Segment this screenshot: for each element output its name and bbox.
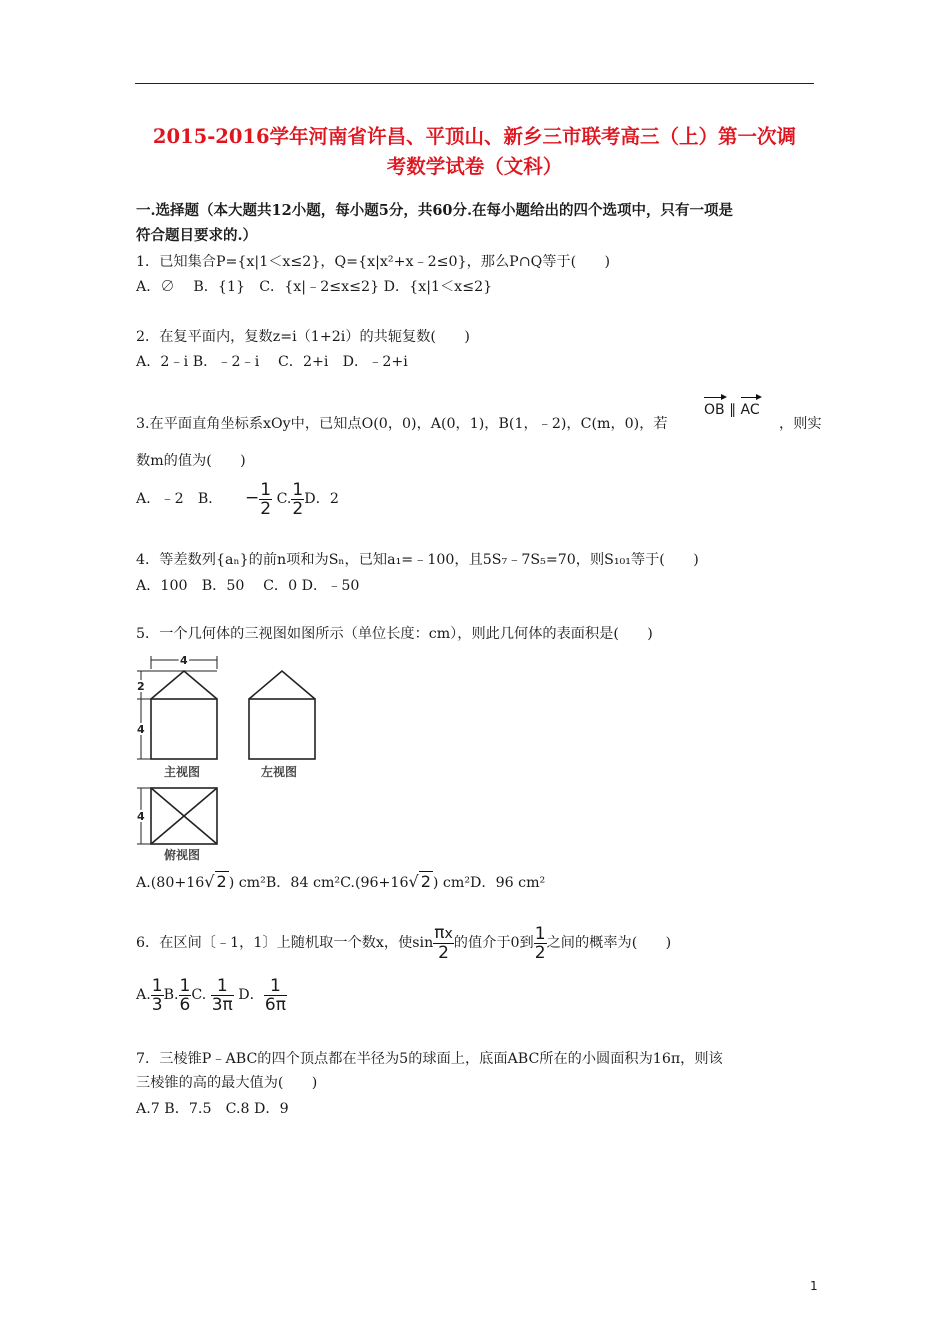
- q6-fraction-pi-half: $\frac{\pi x}{2}$: [434, 923, 453, 963]
- q2-options: A．2﹣i B．﹣2﹣i C．2+i D．﹣2+i: [136, 354, 408, 370]
- left-view-roof: [249, 671, 315, 699]
- q3-fraction-half: $\frac{1}{2}$: [292, 479, 304, 519]
- dim-label-body-height: 4: [137, 723, 145, 736]
- q3-option-c: C.: [276, 491, 292, 507]
- sqrt-2-a: √ 2: [204, 872, 227, 891]
- top-rule: [135, 83, 814, 84]
- q3-stem-c: 数m的值为( ): [136, 453, 246, 469]
- q4-stem: 4．等差数列{aₙ}的前n项和为Sₙ，已知a₁=﹣100，且5S₇﹣7S₅=70，则S₁₀₁等于( ): [136, 552, 699, 568]
- q3-stem-a: 3.在平面直角坐标系xOy中，已知点O(0，0)，A(0，1)，B(1，﹣2)，C(m，0)，若: [136, 416, 668, 432]
- left-view-rect: [249, 699, 315, 759]
- q6-opt-a-label: A.: [136, 987, 151, 1003]
- q5-option-a-part2: ) cm²B．84 cm²C.(96+16: [228, 875, 409, 891]
- page-number: 1: [810, 1279, 818, 1293]
- title-line-1: 2015-2016学年河南省许昌、平顶山、新乡三市联考高三（上）第一次调: [152, 125, 797, 148]
- parallel-symbol: ∥: [729, 402, 737, 418]
- dim-label-depth: 4: [137, 810, 145, 823]
- q3-fraction-neg-half: $\frac{1}{2}$: [260, 479, 272, 519]
- q6-opt-b-label: B.: [163, 987, 179, 1003]
- label-top-view: 俯视图: [164, 848, 201, 862]
- q3-vector-expression: [704, 394, 760, 418]
- vector-ac: AC: [741, 394, 760, 418]
- q3-stem-b: ，则实: [779, 416, 822, 432]
- three-view-figure: [133, 655, 333, 865]
- q5-options: [136, 872, 545, 893]
- q3-option-a: A．﹣2 B．: [136, 491, 223, 507]
- q3-options: [136, 480, 339, 518]
- q1-options: A．∅ B．{1} C．{x|﹣2≤x≤2} D．{x|1＜x≤2}: [136, 279, 493, 295]
- q6-stem-a: 6．在区间〔﹣1，1〕上随机取一个数x，使sin: [136, 935, 434, 951]
- q3-option-d: D．2: [304, 491, 339, 507]
- section-heading-1: 一.选择题（本大题共12小题，每小题5分，共60分.在每小题给出的四个选项中，只有一项是: [136, 202, 734, 219]
- q6-option-b-frac: $\frac{1}{6}$: [179, 975, 191, 1015]
- sqrt-2-c: √ 2: [408, 872, 431, 891]
- q6-option-d-frac: $\frac{1}{6\pi}$: [264, 975, 286, 1015]
- front-view-rect: [151, 699, 217, 759]
- q6-fraction-half: $\frac{1}{2}$: [534, 923, 546, 963]
- q6-options: [136, 973, 287, 1017]
- q5-option-c-part2: ) cm²D．96 cm²: [432, 875, 546, 891]
- dim-label-width: 4: [180, 655, 188, 667]
- q6-opt-c-label: C.: [191, 987, 207, 1003]
- q6-stem: [136, 920, 671, 966]
- q6-stem-c: 之间的概率为( ): [546, 935, 672, 951]
- q4-options: A．100 B．50 C．0 D．﹣50: [136, 578, 360, 594]
- label-left-view: 左视图: [261, 765, 298, 779]
- q6-stem-b: 的值介于0到: [453, 935, 534, 951]
- vector-ob: OB: [704, 394, 725, 418]
- label-front-view: 主视图: [164, 765, 201, 779]
- q5-stem: 5．一个几何体的三视图如图所示（单位长度：cm），则此几何体的表面积是( ): [136, 626, 653, 642]
- q7-options: A.7 B．7.5 C.8 D．9: [136, 1101, 289, 1117]
- q5-option-a-part1: A.(80+16: [136, 875, 205, 891]
- q6-option-a-frac: $\frac{1}{3}$: [151, 975, 163, 1015]
- q6-option-c-frac: $\frac{1}{3\pi}$: [211, 975, 233, 1015]
- q7-stem-line1: 7．三棱锥P﹣ABC的四个顶点都在半径为5的球面上，底面ABC所在的小圆面积为16π，则该: [136, 1051, 723, 1067]
- q7-stem-line2: 三棱锥的高的最大值为( ): [136, 1075, 318, 1091]
- q6-opt-d-label: D．: [233, 987, 264, 1003]
- minus-sign: −: [244, 488, 260, 508]
- q1-stem: 1．已知集合P={x|1＜x≤2}，Q={x|x²+x﹣2≤0}，那么P∩Q等于( ): [136, 254, 611, 270]
- title-line-2: 考数学试卷（文科）: [386, 155, 563, 178]
- section-heading-2: 符合题目要求的.）: [136, 227, 258, 244]
- dim-label-roof-height: 2: [137, 680, 145, 693]
- q2-stem: 2．在复平面内，复数z=i（1+2i）的共轭复数( ): [136, 329, 470, 345]
- front-view-roof: [151, 671, 217, 699]
- exam-title: [135, 122, 814, 182]
